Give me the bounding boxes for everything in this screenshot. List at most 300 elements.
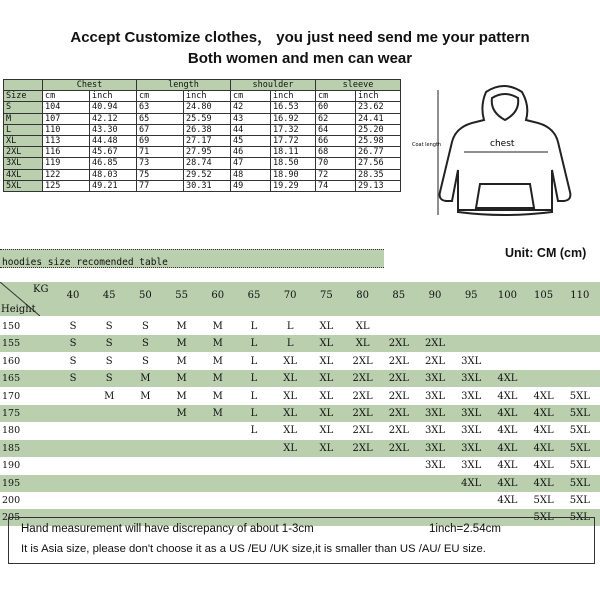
recommended-size <box>384 492 414 509</box>
recommended-size: XL <box>319 338 334 350</box>
recommended-size: 5XL <box>569 425 590 437</box>
recommended-size <box>239 492 269 509</box>
recommended-size: M <box>176 355 187 367</box>
recommended-size <box>130 422 160 439</box>
recommended-size: 4XL <box>533 425 554 437</box>
size-value: 48 <box>231 169 271 180</box>
recommended-size <box>130 440 160 457</box>
recommended-size <box>203 492 233 509</box>
recommended-size <box>456 492 486 509</box>
weight-header: 95 <box>464 290 478 301</box>
size-name: XL <box>4 135 43 146</box>
recommended-size: 3XL <box>424 390 446 402</box>
size-value: 77 <box>137 180 184 191</box>
size-name: L <box>4 124 43 135</box>
size-value: 44.48 <box>90 135 137 146</box>
recommended-size <box>456 335 486 352</box>
size-value: 27.56 <box>356 158 401 169</box>
recommended-size <box>130 475 160 492</box>
recommended-size <box>58 492 88 509</box>
recommended-size <box>565 353 595 370</box>
recommended-size: L <box>250 355 258 367</box>
recommended-size <box>456 318 486 335</box>
unit-header: cm <box>137 91 184 102</box>
recommended-size: 4XL <box>533 460 554 472</box>
recommended-size: 2XL <box>352 390 373 402</box>
size-value: 24.41 <box>356 113 401 124</box>
recommend-row <box>0 353 600 370</box>
size-value: 119 <box>43 158 90 169</box>
note-conversion: 1inch=2.54cm <box>429 523 501 535</box>
weight-header: 60 <box>211 290 225 301</box>
recommended-size: M <box>176 390 187 402</box>
unit-header: inch <box>90 91 137 102</box>
size-value: 104 <box>43 102 90 113</box>
weight-header: 105 <box>534 290 554 301</box>
recommended-size: 5XL <box>569 495 590 506</box>
recommended-size: 4XL <box>533 442 554 454</box>
recommended-size <box>529 370 559 387</box>
size-value: 45 <box>231 135 271 146</box>
height-label: Height <box>1 304 36 315</box>
recommended-size: XL <box>319 390 334 402</box>
unit-header: inch <box>356 91 401 102</box>
size-value: 26.77 <box>356 147 401 158</box>
recommended-size <box>348 457 378 474</box>
recommended-size: 3XL <box>461 373 482 385</box>
size-name: 4XL <box>4 169 43 180</box>
recommended-size <box>239 475 269 492</box>
header-line-1: Accept Customize clothes， you just need send me your pattern <box>70 29 530 46</box>
recommended-size <box>420 475 450 492</box>
size-value: 26.38 <box>184 124 231 135</box>
recommended-size: M <box>176 373 187 385</box>
size-group-header: Chest <box>43 80 137 91</box>
recommend-title-bar <box>0 249 384 268</box>
size-value: 75 <box>137 169 184 180</box>
recommended-size <box>420 492 450 509</box>
recommended-size <box>348 492 378 509</box>
recommended-size: S <box>69 355 77 367</box>
recommended-size: L <box>250 390 258 402</box>
size-name: 2XL <box>4 147 43 158</box>
recommended-size: 5XL <box>569 460 590 472</box>
recommended-size <box>94 440 124 457</box>
recommended-size: 4XL <box>497 442 518 454</box>
size-value: 69 <box>137 135 184 146</box>
recommended-size <box>529 353 559 370</box>
recommended-size: 4XL <box>497 495 518 506</box>
recommended-size: 5XL <box>569 390 590 402</box>
recommended-size: XL <box>283 442 298 454</box>
recommended-size: 2XL <box>388 355 409 367</box>
recommended-size: 5XL <box>569 408 590 419</box>
size-value: 27.95 <box>184 147 231 158</box>
height-value: 185 <box>2 442 21 454</box>
recommended-size: L <box>250 338 258 350</box>
size-value: 70 <box>316 158 356 169</box>
recommended-size <box>58 457 88 474</box>
recommend-row <box>0 492 600 509</box>
size-name: 3XL <box>4 158 43 169</box>
recommended-size <box>58 475 88 492</box>
recommended-size: 2XL <box>352 373 373 385</box>
recommend-title: hoodies size recomended table <box>2 257 168 268</box>
size-value: 17.32 <box>271 124 316 135</box>
recommended-size: M <box>176 408 187 419</box>
size-value: 107 <box>43 113 90 124</box>
recommended-size: 2XL <box>352 355 373 367</box>
recommended-size <box>348 475 378 492</box>
recommended-size <box>167 475 197 492</box>
height-value: 170 <box>2 390 21 402</box>
size-value: 18.50 <box>271 158 316 169</box>
recommend-row <box>0 335 600 352</box>
recommend-row <box>0 422 600 439</box>
recommended-size <box>167 492 197 509</box>
size-value: 29.52 <box>184 169 231 180</box>
size-value: 60 <box>316 102 356 113</box>
size-value: 65 <box>137 113 184 124</box>
recommended-size <box>167 440 197 457</box>
recommended-size: 4XL <box>497 425 518 437</box>
recommended-size <box>58 422 88 439</box>
recommended-size: L <box>250 321 258 332</box>
recommended-size: XL <box>319 321 334 332</box>
weight-header: 75 <box>320 290 333 301</box>
chest-label: chest <box>490 139 515 149</box>
size-group-header: sleeve <box>316 80 401 91</box>
recommended-size <box>58 440 88 457</box>
recommended-size: XL <box>355 321 370 332</box>
recommended-size <box>239 457 269 474</box>
recommended-size: XL <box>283 408 298 419</box>
recommended-size: L <box>286 321 294 332</box>
size-value: 116 <box>43 147 90 158</box>
size-label: Size <box>4 91 43 102</box>
weight-header: 45 <box>102 290 116 301</box>
size-value: 71 <box>137 147 184 158</box>
recommended-size: 3XL <box>461 408 482 419</box>
size-value: 49.21 <box>90 180 137 191</box>
size-value: 49 <box>231 180 271 191</box>
weight-header: 85 <box>392 290 406 301</box>
size-value: 113 <box>43 135 90 146</box>
recommended-size <box>565 370 595 387</box>
header-line-2: Both women and men can wear <box>187 50 413 67</box>
recommended-size <box>239 440 269 457</box>
recommend-row <box>0 475 600 492</box>
recommended-size: XL <box>283 355 298 367</box>
recommended-size: S <box>141 338 149 350</box>
size-value: 47 <box>231 158 271 169</box>
recommended-size: 5XL <box>533 512 554 524</box>
height-value: 150 <box>2 321 21 332</box>
recommended-size: S <box>69 373 77 385</box>
recommended-size: 4XL <box>497 460 518 472</box>
recommended-size <box>492 318 522 335</box>
recommend-row <box>0 370 600 387</box>
size-value: 63 <box>137 102 184 113</box>
unit-header: inch <box>184 91 231 102</box>
size-group-header: shoulder <box>231 80 316 91</box>
recommended-size: 2XL <box>352 425 373 437</box>
recommended-size: XL <box>319 355 334 367</box>
recommended-size <box>492 335 522 352</box>
size-value: 42 <box>231 102 271 113</box>
recommended-size: 3XL <box>424 442 446 454</box>
weight-header: 90 <box>428 290 442 301</box>
recommended-size: 3XL <box>461 390 482 402</box>
size-value: 25.59 <box>184 113 231 124</box>
recommended-size <box>130 492 160 509</box>
recommended-size: M <box>212 355 223 367</box>
unit-label: Unit: CM (cm) <box>505 246 587 260</box>
size-value: 40.94 <box>90 102 137 113</box>
recommended-size: 4XL <box>533 390 554 402</box>
size-value: 30.31 <box>184 180 231 191</box>
recommended-size <box>203 457 233 474</box>
recommended-size <box>167 457 197 474</box>
weight-header: 65 <box>247 290 261 301</box>
recommend-row <box>0 405 600 422</box>
height-value: 175 <box>2 408 21 419</box>
recommended-size: XL <box>283 425 298 437</box>
recommended-size <box>565 335 595 352</box>
recommended-size: 2XL <box>388 390 409 402</box>
recommended-size: M <box>212 321 223 332</box>
recommended-size <box>492 353 522 370</box>
size-group-header: length <box>137 80 231 91</box>
recommended-size <box>94 405 124 422</box>
size-value: 18.90 <box>271 169 316 180</box>
size-value: 62 <box>316 113 356 124</box>
size-chart-table <box>3 79 401 192</box>
recommended-size: S <box>69 338 77 350</box>
recommended-size: 5XL <box>569 442 590 454</box>
recommended-size: XL <box>319 373 334 385</box>
size-value: 45.67 <box>90 147 137 158</box>
recommended-size <box>311 475 341 492</box>
recommended-size: M <box>140 390 151 402</box>
recommended-size: M <box>176 321 187 332</box>
recommended-size <box>58 405 88 422</box>
recommended-size: M <box>140 373 151 385</box>
recommended-size: XL <box>319 442 334 454</box>
recommended-size <box>203 440 233 457</box>
size-value: 25.20 <box>356 124 401 135</box>
height-value: 205 <box>2 512 21 524</box>
size-value: 19.29 <box>271 180 316 191</box>
recommended-size <box>275 457 305 474</box>
recommended-size: L <box>250 425 258 437</box>
recommended-size: 2XL <box>388 408 409 419</box>
size-value: 110 <box>43 124 90 135</box>
size-value: 18.11 <box>271 147 316 158</box>
coat-length-label: Coat length <box>412 142 442 148</box>
recommended-size: 3XL <box>461 355 482 367</box>
recommended-size: S <box>141 355 149 367</box>
recommended-size: M <box>212 373 223 385</box>
size-value: 28.74 <box>184 158 231 169</box>
recommended-size <box>311 457 341 474</box>
recommended-size <box>420 318 450 335</box>
recommended-size: 4XL <box>461 477 482 489</box>
recommended-size: 3XL <box>424 460 446 472</box>
recommended-size: S <box>105 373 113 385</box>
recommended-size <box>203 422 233 439</box>
recommended-size: XL <box>355 338 370 350</box>
note-line-1: Hand measurement will have discrepancy of about 1-3cm <box>21 523 314 535</box>
recommended-size <box>311 492 341 509</box>
recommended-size: 2XL <box>424 355 446 367</box>
recommended-size: L <box>250 408 258 419</box>
size-value: 29.13 <box>356 180 401 191</box>
recommended-size: 5XL <box>569 477 590 489</box>
recommended-size <box>203 475 233 492</box>
height-value: 180 <box>2 425 21 437</box>
weight-header: 40 <box>66 290 80 301</box>
recommended-size: L <box>250 373 258 385</box>
recommended-size <box>94 457 124 474</box>
size-value: 46 <box>231 147 271 158</box>
recommended-size: 4XL <box>497 373 518 385</box>
recommend-row <box>0 388 600 405</box>
size-value: 64 <box>316 124 356 135</box>
recommended-size: S <box>105 355 113 367</box>
weight-header: 80 <box>356 290 369 301</box>
recommended-size: 2XL <box>388 442 409 454</box>
recommended-size: 4XL <box>497 477 518 489</box>
unit-header: inch <box>271 91 316 102</box>
recommended-size: XL <box>319 408 334 419</box>
recommended-size: XL <box>283 373 298 385</box>
recommended-size: L <box>286 338 294 350</box>
recommended-size: 5XL <box>533 495 554 506</box>
recommend-row <box>0 318 600 335</box>
weight-header: 50 <box>139 290 152 301</box>
unit-header: cm <box>316 91 356 102</box>
recommended-size: 3XL <box>424 408 446 419</box>
recommended-size: 2XL <box>388 425 409 437</box>
recommended-size <box>275 475 305 492</box>
recommended-size: 3XL <box>424 425 446 437</box>
measurement-note <box>8 517 595 564</box>
recommended-size: 3XL <box>461 460 482 472</box>
recommended-size: M <box>212 338 223 350</box>
weight-header: 55 <box>175 290 188 301</box>
recommend-header-row <box>0 282 600 316</box>
unit-header: cm <box>231 91 271 102</box>
recommended-size <box>529 318 559 335</box>
size-value: 27.17 <box>184 135 231 146</box>
weight-header: 70 <box>283 290 297 301</box>
recommended-size: 2XL <box>388 338 409 350</box>
size-value: 74 <box>316 180 356 191</box>
recommended-size: XL <box>283 390 298 402</box>
size-value: 67 <box>137 124 184 135</box>
recommended-size: XL <box>319 425 334 437</box>
recommended-size: M <box>212 390 223 402</box>
recommended-size: M <box>212 408 223 419</box>
height-value: 155 <box>2 338 21 350</box>
recommended-size: S <box>105 338 113 350</box>
size-value: 43 <box>231 113 271 124</box>
recommended-size: S <box>141 321 149 332</box>
recommend-row <box>0 457 600 474</box>
hoodie-illustration <box>408 80 598 225</box>
recommended-size: 3XL <box>461 425 482 437</box>
weight-header: 110 <box>570 290 590 301</box>
height-value: 200 <box>2 495 21 506</box>
recommended-size <box>130 405 160 422</box>
recommended-size: S <box>69 321 77 332</box>
size-value: 17.72 <box>271 135 316 146</box>
recommended-size <box>384 318 414 335</box>
size-name: M <box>4 113 43 124</box>
size-value: 16.92 <box>271 113 316 124</box>
recommended-size: 4XL <box>497 408 518 419</box>
recommend-row <box>0 440 600 457</box>
recommended-size: 3XL <box>424 373 446 385</box>
size-value: 43.30 <box>90 124 137 135</box>
recommended-size <box>58 388 88 405</box>
recommended-size <box>529 335 559 352</box>
recommended-size: 2XL <box>424 338 446 350</box>
size-value: 23.62 <box>356 102 401 113</box>
recommended-size: 3XL <box>461 442 482 454</box>
size-value: 28.35 <box>356 169 401 180</box>
recommended-size <box>130 457 160 474</box>
size-name: 5XL <box>4 180 43 191</box>
page-header <box>0 27 600 69</box>
size-value: 24.80 <box>184 102 231 113</box>
recommended-size: 2XL <box>352 442 373 454</box>
size-header-blank <box>4 80 43 91</box>
recommended-size: 5XL <box>569 512 590 524</box>
recommended-size: M <box>176 338 187 350</box>
height-value: 195 <box>2 477 21 489</box>
size-value: 73 <box>137 158 184 169</box>
size-value: 48.03 <box>90 169 137 180</box>
size-value: 42.12 <box>90 113 137 124</box>
size-value: 68 <box>316 147 356 158</box>
size-value: 72 <box>316 169 356 180</box>
recommended-size <box>94 492 124 509</box>
weight-header: 100 <box>497 290 517 301</box>
size-value: 122 <box>43 169 90 180</box>
height-value: 165 <box>2 373 21 385</box>
height-value: 160 <box>2 355 21 367</box>
recommended-size <box>167 422 197 439</box>
size-value: 25.98 <box>356 135 401 146</box>
recommended-size <box>94 422 124 439</box>
recommended-size <box>275 492 305 509</box>
note-line-2: It is Asia size, please don't choose it as a US /EU /UK size,it is smaller than US /AU/ EU size. <box>21 543 486 555</box>
recommended-size: S <box>105 321 113 332</box>
height-value: 190 <box>2 460 21 472</box>
recommended-size: 4XL <box>533 408 554 419</box>
recommended-size <box>384 475 414 492</box>
size-value: 66 <box>316 135 356 146</box>
size-value: 44 <box>231 124 271 135</box>
unit-header: cm <box>43 91 90 102</box>
recommended-size: 2XL <box>388 373 409 385</box>
size-value: 125 <box>43 180 90 191</box>
recommended-size: 4XL <box>497 390 518 402</box>
recommended-size: 2XL <box>352 408 373 419</box>
recommended-size <box>384 457 414 474</box>
